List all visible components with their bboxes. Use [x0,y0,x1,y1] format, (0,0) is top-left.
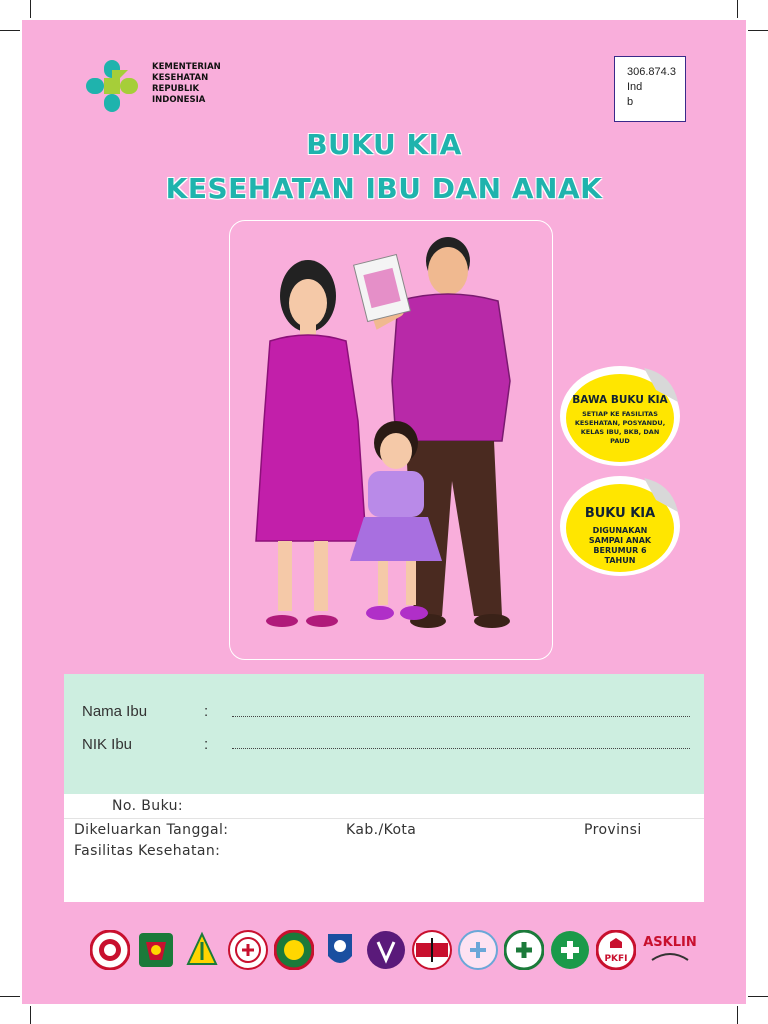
pkfi-logo-icon [596,930,636,970]
crop-mark [748,996,768,997]
asklin-logo-icon [642,930,698,970]
provinsi-label: Provinsi [584,822,642,838]
idai-logo-icon [320,930,360,970]
family-illustration [229,220,553,660]
partner-logos [90,930,697,974]
nik-ibu-label: NIK Ibu [82,736,133,753]
book-title: BUKU KIA [306,128,462,161]
crop-mark [30,1006,31,1024]
sticker-heading: BUKU KIA [584,506,656,521]
persagi-logo-icon [274,930,314,970]
kab-kota-label: Kab./Kota [346,822,417,838]
pafi-logo-icon [504,930,544,970]
family-illustration-art [230,221,553,660]
book-cover [22,20,746,1004]
fasilitas-kesehatan-label: Fasilitas Kesehatan: [74,843,221,859]
nama-ibu-label: Nama Ibu [82,703,148,720]
crop-mark [0,996,20,997]
divider [64,818,704,819]
crop-mark [30,0,31,18]
no-buku-label: No. Buku: [112,798,184,814]
sticker-body: SETIAP KE FASILITAS KESEHATAN, POSYANDU, KELAS IBU, BKB, DAN PAUD [574,410,666,445]
crop-mark [748,30,768,31]
iakmi-logo-icon [182,930,222,970]
ppni-logo-icon [228,930,268,970]
ministry-name: KEMENTERIAN KESEHATAN REPUBLIK INDONESIA [152,62,221,105]
crop-mark [737,1006,738,1024]
persi-logo-icon [550,930,590,970]
book-subtitle: KESEHATAN IBU DAN ANAK [165,172,603,205]
crop-mark [737,0,738,18]
nik-ibu-field[interactable] [232,738,690,749]
call-number-line: Ind [627,81,643,93]
issuance-form [64,794,704,902]
dikeluarkan-tanggal-label: Dikeluarkan Tanggal: [74,822,229,838]
crop-mark [0,30,20,31]
field-colon: : [204,736,209,753]
pogi-logo-icon [366,930,406,970]
field-colon: : [204,703,209,720]
svg-text:ASKLIN: ASKLIN [643,935,697,950]
call-number-line: b [627,96,634,108]
sticker-buku-kia-umur [560,472,680,576]
owner-form [64,674,704,794]
sticker-heading: BAWA BUKU KIA [572,394,668,406]
pdgi-logo-icon [136,930,176,970]
idi-logo-icon [412,930,452,970]
sticker-bawa-buku-kia [560,362,680,466]
nama-ibu-field[interactable] [232,706,690,717]
ibi-logo-icon [90,930,130,970]
svg-text:PKFI: PKFI [604,954,628,964]
call-number-label [614,56,686,122]
ministry-logo [82,56,242,116]
kemenkes-logo-icon [82,56,144,118]
call-number-line: 306.874.3 [627,66,676,78]
sticker-body: DIGUNAKAN SAMPAI ANAK BERUMUR 6 TAHUN [588,526,652,565]
ikatan-bidan-logo-icon [458,930,498,970]
